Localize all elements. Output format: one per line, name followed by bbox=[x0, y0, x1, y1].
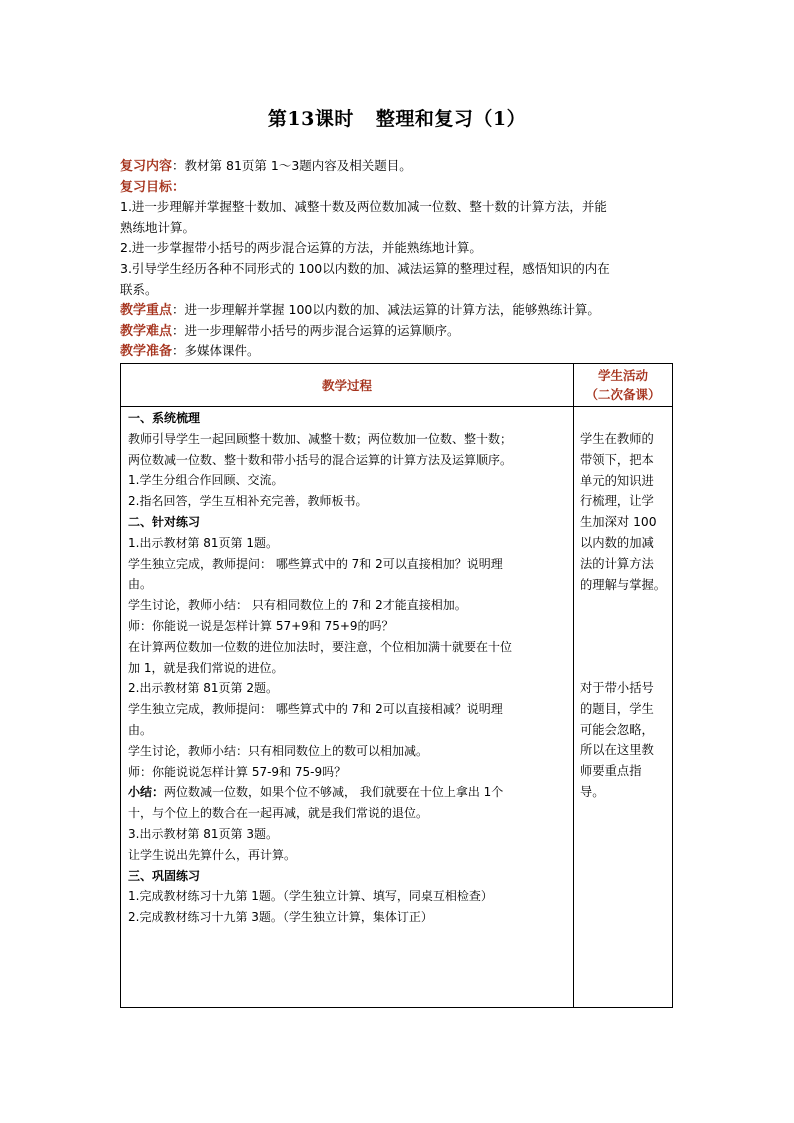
activity-line: 生加深对 100 bbox=[580, 515, 657, 530]
activity-line: 所以在这里教 bbox=[580, 743, 654, 758]
student-activity-header-line2: （二次备课） bbox=[585, 387, 661, 402]
process-line: 师：你能说说怎样计算 57-9和 75-9吗？ bbox=[128, 764, 347, 779]
process-line: 在计算两位数加一位数的进位加法时，要注意，个位相加满十就要在十位 bbox=[128, 639, 513, 654]
process-line: 加 1，就是我们常说的进位。 bbox=[128, 660, 284, 675]
summary-label: 小结： bbox=[128, 785, 165, 800]
process-line: 学生独立完成，教师提问： 哪些算式中的 7和 2可以直接相减？说明理 bbox=[128, 702, 503, 717]
goal-line: 2.进一步掌握带小括号的两步混合运算的方法，并能熟练地计算。 bbox=[120, 240, 482, 256]
process-line: 两位数减一位数、整十数和带小括号的混合运算的计算方法及运算顺序。 bbox=[128, 452, 513, 467]
process-line: 1.完成教材练习十九第 1题。（学生独立计算、填写，同桌互相检查） bbox=[128, 889, 493, 904]
process-line: 由。 bbox=[128, 577, 153, 592]
activity-line: 的理解与掌握。 bbox=[580, 577, 667, 592]
teaching-difficulty-line bbox=[120, 321, 680, 342]
review-content-label: 复习内容 bbox=[120, 159, 173, 174]
process-line: 由。 bbox=[128, 722, 153, 737]
review-goals-line bbox=[120, 177, 680, 198]
activity-line: 导。 bbox=[580, 784, 605, 799]
page-title bbox=[0, 104, 794, 131]
review-content-text: ：教材第 81页第 1～3题内容及相关题目。 bbox=[172, 158, 412, 173]
activity-line: 单元的知识进 bbox=[580, 473, 654, 488]
process-line: 教师引导学生一起回顾整十数加、减整十数；两位数加一位数、整十数； bbox=[128, 431, 513, 446]
review-goals-label: 复习目标 bbox=[120, 179, 173, 195]
review-goals-colon: ： bbox=[172, 179, 186, 195]
teaching-process-header: 教学过程 bbox=[321, 378, 372, 393]
teaching-key-label: 教学重点 bbox=[120, 303, 173, 319]
column-divider bbox=[573, 364, 574, 1007]
section-heading: 二、针对练习 bbox=[128, 514, 201, 529]
teaching-difficulty-label: 教学难点 bbox=[120, 323, 173, 339]
process-line: 让学生说出先算什么，再计算。 bbox=[128, 847, 297, 862]
goal-line: 3.引导学生经历各种不同形式的 100以内数的加、减法运算的整理过程，感悟知识的内在 bbox=[120, 260, 610, 276]
activity-line: 学生在教师的 bbox=[580, 432, 654, 446]
teaching-prep-label: 教学准备 bbox=[120, 344, 173, 360]
process-line: 2.完成教材练习十九第 3题。（学生独立计算，集体订正） bbox=[128, 910, 433, 925]
lesson-topic: 整理和复习（1） bbox=[375, 108, 527, 130]
teaching-difficulty-text: ：进一步理解带小括号的两步混合运算的运算顺序。 bbox=[172, 322, 460, 338]
activity-line: 法的计算方法 bbox=[580, 556, 654, 571]
review-content-line bbox=[120, 156, 680, 177]
goal-line: 熟练地计算。 bbox=[120, 219, 196, 235]
lesson-table bbox=[120, 363, 673, 1008]
teaching-process-cell bbox=[128, 408, 568, 928]
student-activity-header-line1: 学生活动 bbox=[597, 368, 648, 383]
process-line: 1.学生分组合作回顾、交流。 bbox=[128, 473, 284, 488]
activity-line: 以内数的加减 bbox=[580, 535, 654, 550]
activity-line: 师要重点指 bbox=[580, 764, 642, 779]
process-line: 3.出示教材第 81页第 3题。 bbox=[128, 826, 278, 841]
section-heading: 三、巩固练习 bbox=[128, 868, 201, 883]
activity-line: 行梳理，让学 bbox=[580, 494, 654, 509]
teaching-prep-text: ：多媒体课件。 bbox=[172, 343, 260, 359]
student-activity-note-1 bbox=[580, 429, 670, 595]
summary-text: 两位数减一位数，如果个位不够减， 我们就要在十位上拿出 1个 bbox=[164, 785, 504, 800]
goal-line: 1.进一步理解并掌握整十数加、减整十数及两位数加减一位数、整十数的计算方法，并能 bbox=[120, 199, 607, 215]
student-activity-note-2 bbox=[580, 678, 670, 803]
process-line: 十，与个位上的数合在一起再减，就是我们常说的退位。 bbox=[128, 806, 429, 821]
activity-line: 带领下，把本 bbox=[580, 452, 654, 467]
teaching-key-text: ：进一步理解并掌握 100以内数的加、减法运算的计算方法，能够熟练计算。 bbox=[172, 302, 600, 318]
activity-line: 的题目，学生 bbox=[580, 701, 654, 716]
teaching-key-line bbox=[120, 300, 680, 321]
process-line: 学生独立完成，教师提问： 哪些算式中的 7和 2可以直接相加？说明理 bbox=[128, 556, 503, 571]
lesson-number: 第13课时 bbox=[267, 108, 354, 130]
goal-line: 联系。 bbox=[120, 281, 158, 297]
review-info bbox=[120, 156, 680, 362]
section-heading: 一、系统梳理 bbox=[128, 411, 201, 425]
process-line-summary bbox=[128, 782, 568, 803]
process-line: 2.出示教材第 81页第 2题。 bbox=[128, 681, 278, 696]
student-activity-header bbox=[574, 364, 672, 406]
process-line: 2.指名回答，学生互相补充完善，教师板书。 bbox=[128, 494, 368, 509]
teaching-prep-line bbox=[120, 341, 680, 362]
process-line: 师：你能说一说是怎样计算 57+9和 75+9的吗？ bbox=[128, 618, 394, 633]
activity-line: 对于带小括号 bbox=[580, 681, 654, 695]
process-line: 1.出示教材第 81页第 1题。 bbox=[128, 535, 278, 550]
header-divider bbox=[121, 406, 672, 407]
activity-line: 可能会忽略， bbox=[580, 722, 654, 737]
process-line: 学生讨论，教师小结：只有相同数位上的数可以相加减。 bbox=[128, 743, 429, 758]
process-line: 学生讨论，教师小结： 只有相同数位上的 7和 2才能直接相加。 bbox=[128, 598, 467, 613]
